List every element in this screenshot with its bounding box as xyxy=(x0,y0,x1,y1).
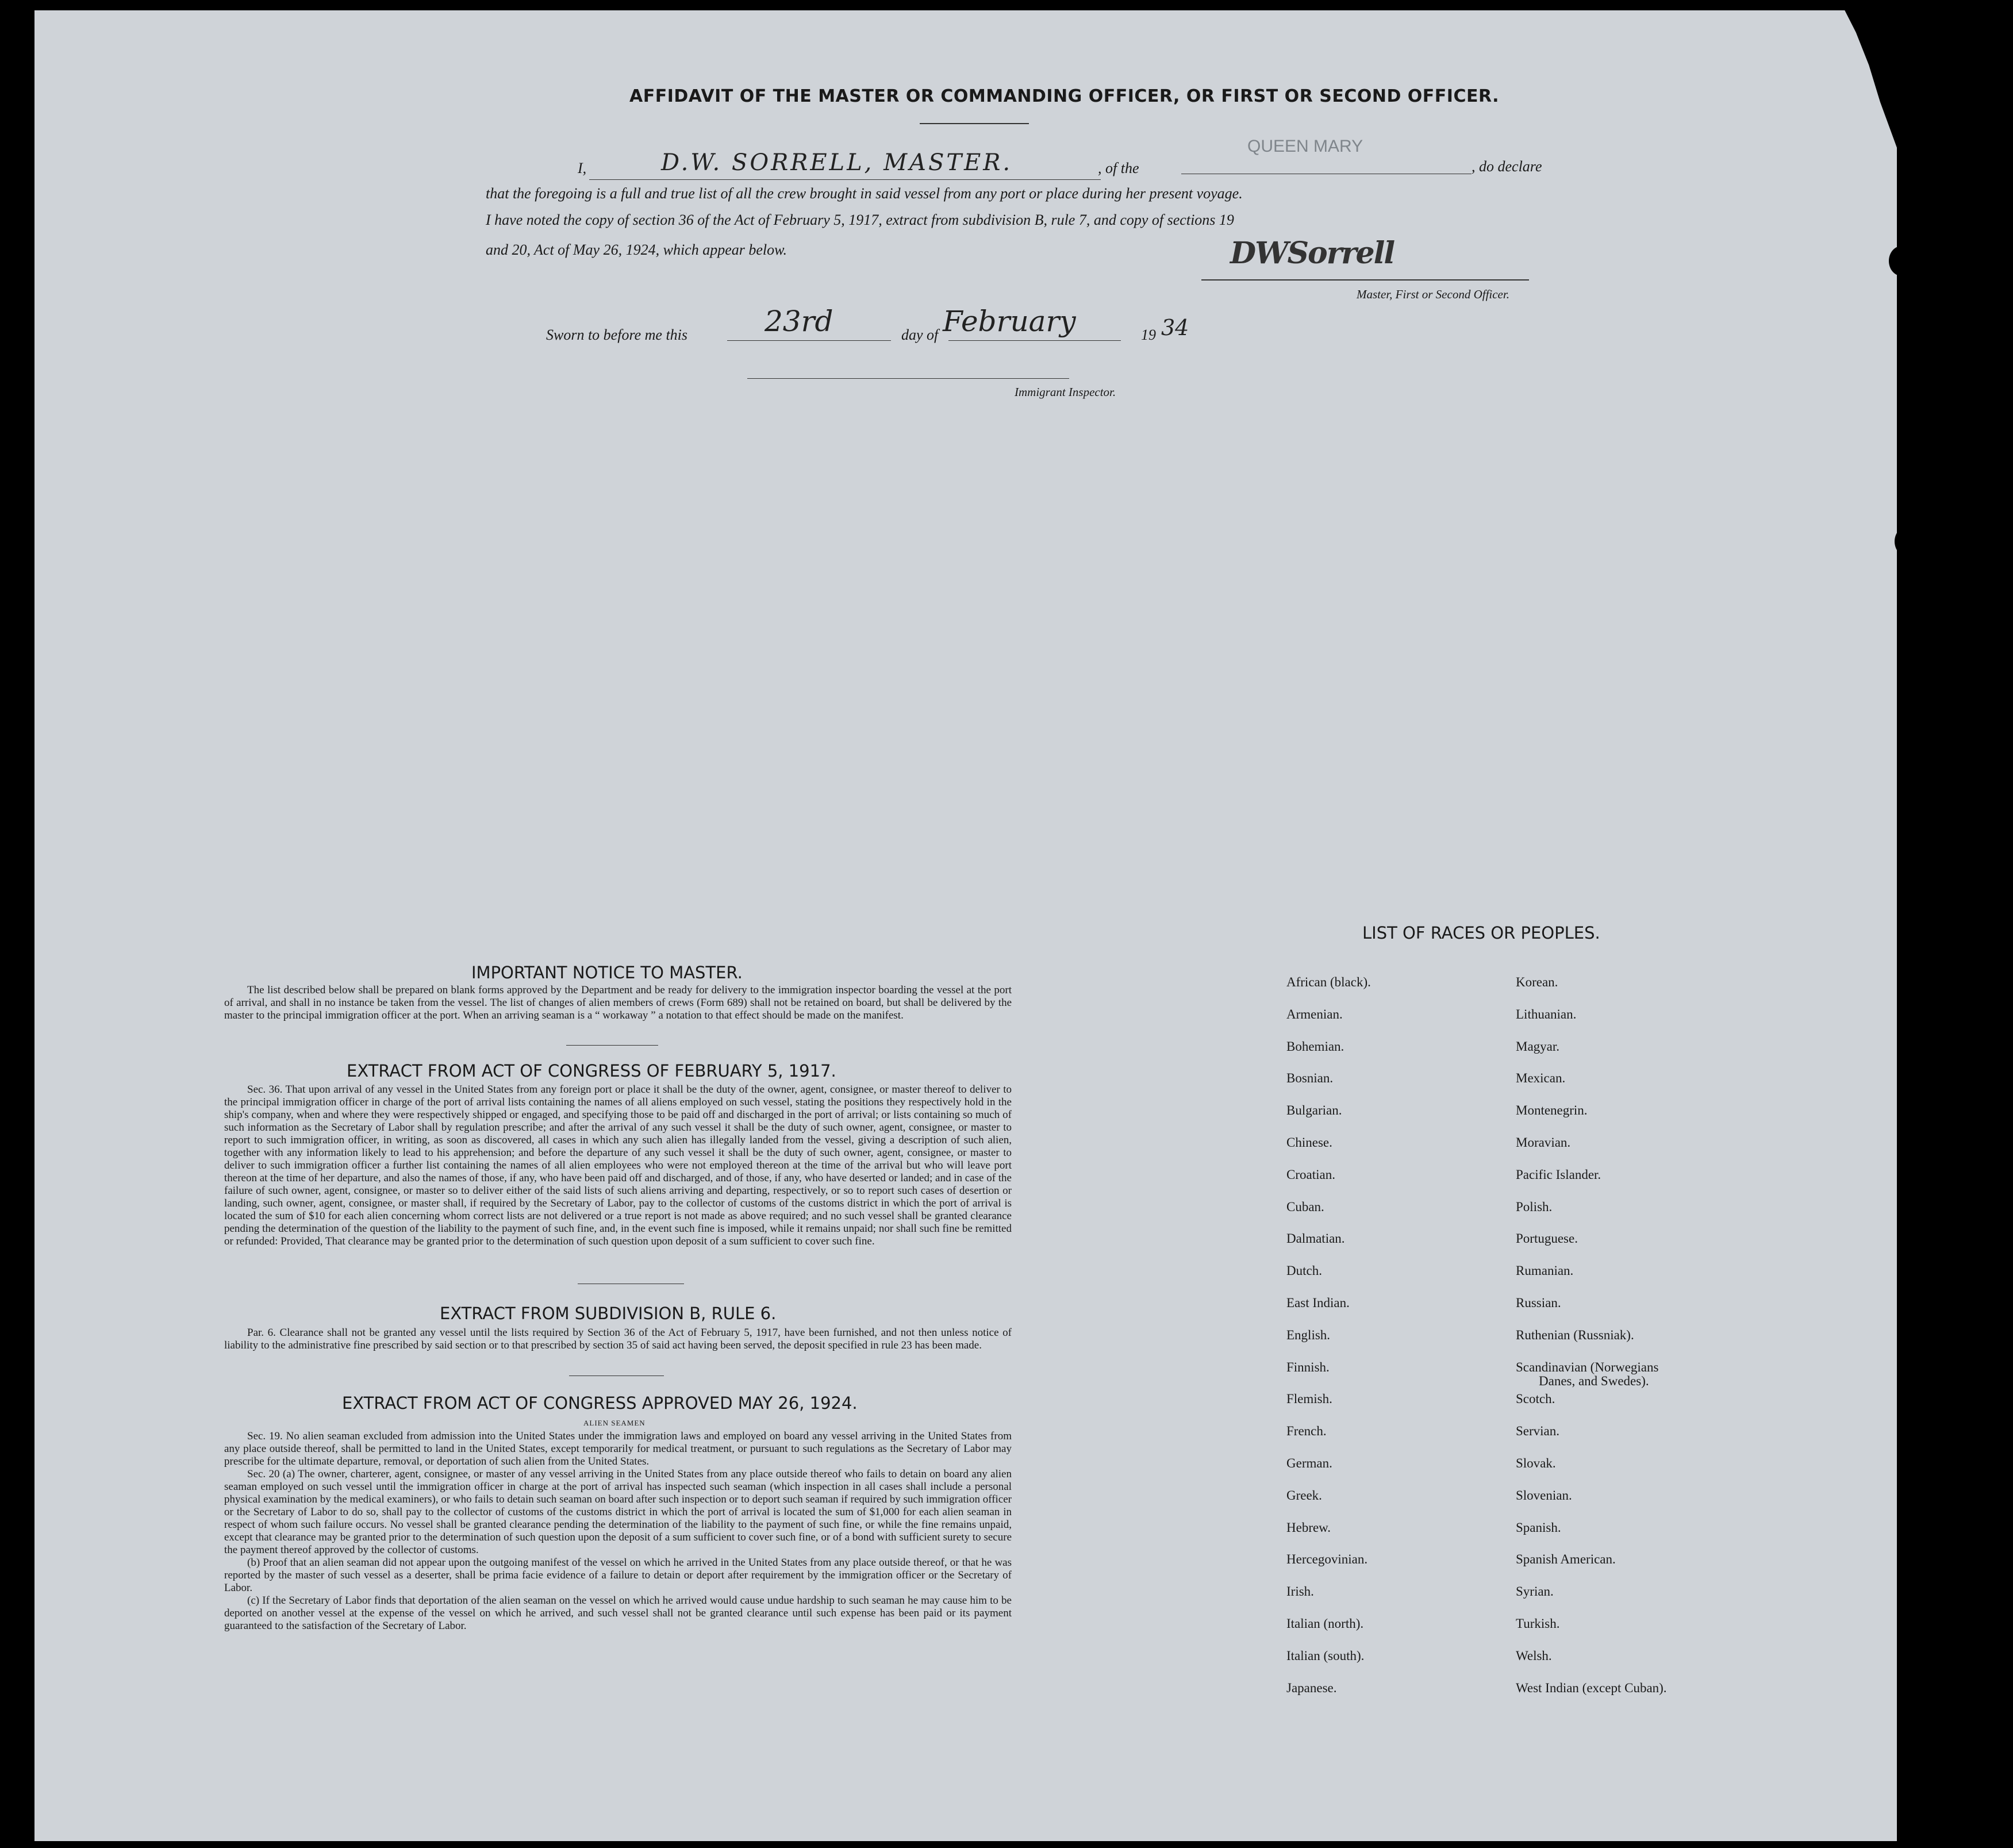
extract-1917-title: EXTRACT FROM ACT OF CONGRESS OF FEBRUARY 5, 1917. xyxy=(347,1061,836,1081)
punch-hole xyxy=(1912,1213,1937,1243)
inspector-line xyxy=(747,378,1069,379)
section-19-paragraph: Sec. 19. No alien seaman excluded from admission into the United States under the immigration laws and employed on board any vessel arriving in the United States from any place outside thereof, shall be permitted to land in the United States, except temporarily for medical treatment, or pursuant to such regulations as the Secretary of Labor may prescribe for the ultimate departure, removal, or deportation of such alien from the United States. xyxy=(224,1430,1012,1467)
race-item: Irish. xyxy=(1286,1584,1314,1599)
title-underline xyxy=(920,123,1029,124)
punch-hole xyxy=(1915,1490,1941,1520)
race-item: Italian (south). xyxy=(1286,1648,1365,1663)
year-prefix: 19 xyxy=(1141,326,1156,343)
punch-hole xyxy=(1897,617,1922,647)
affidavit-line-2: that the foregoing is a full and true list of all the crew brought in said vessel from any port or place during her present voyage. xyxy=(486,185,1243,202)
affidavit-line-4: and 20, Act of May 26, 1924, which appear below. xyxy=(486,241,787,258)
punch-hole xyxy=(1889,246,1914,276)
race-item: English. xyxy=(1286,1327,1331,1342)
inspector-caption: Immigrant Inspector. xyxy=(1015,385,1116,399)
punch-hole xyxy=(1895,527,1920,556)
race-item: Armenian. xyxy=(1286,1006,1343,1021)
section-20a-paragraph: Sec. 20 (a) The owner, charterer, agent, consignee, or master of any vessel arriving in the United States from any place outside thereof who fails to detain on board any alien seaman employed on such vessel until the immigration officer in charge at the port of arrival has inspected such seaman (which inspection in all cases shall include a personal physical examination by the medical examiners), or who fails to detain such seaman on board after such inspection or to deport such seaman if required by such immigration officer or the Secretary of Labor to do so, shall pay to the collector of customs of the customs district in which the port of arrival is located the sum of $1,000 for each alien seaman in respect of whom such failure occurs. No vessel shall be granted clearance pending the determination of the liability to the payment of such fine, or while the fine remains unpaid, except that clearance may be granted prior to the determination of such question upon the deposit of a sum sufficient to cover such fine, or of a bond with sufficient surety to secure the payment thereof approved by the collector of customs. xyxy=(224,1468,1012,1556)
race-item: Bulgarian. xyxy=(1286,1103,1342,1118)
race-item: Greek. xyxy=(1286,1488,1322,1503)
notice-title: IMPORTANT NOTICE TO MASTER. xyxy=(471,963,743,982)
sworn-lead: Sworn to before me this xyxy=(546,326,688,343)
race-item: French. xyxy=(1286,1424,1327,1439)
rule-6-text xyxy=(224,1327,1012,1352)
race-item: Scandinavian (Norwegians xyxy=(1516,1359,1659,1374)
race-item: Bosnian. xyxy=(1286,1071,1334,1086)
punch-hole xyxy=(1916,1578,1942,1608)
notice-text xyxy=(224,984,1012,1022)
officer-name: D.W. SORRELL, MASTER. xyxy=(661,149,1013,176)
rule-6-paragraph: Par. 6. Clearance shall not be granted any vessel until the lists required by Section 36 of the Act of February 5, 1917, have been furnished, and not then unless notice of liability to the administrative fine prescribed by said section or to that prescribed by section 35 of said act having been served, the deposit specified in rule 23 has been made. xyxy=(224,1327,1012,1351)
race-item: Lithuanian. xyxy=(1516,1006,1577,1021)
race-item: Polish. xyxy=(1516,1199,1553,1214)
extract-1924-title: EXTRACT FROM ACT OF CONGRESS APPROVED MAY 26, 1924. xyxy=(342,1393,858,1413)
race-item: African (black). xyxy=(1286,975,1371,989)
extract-1917-paragraph: Sec. 36. That upon arrival of any vessel in the United States from any foreign port or place it shall be the duty of the owner, agent, consignee, or master thereof to deliver to the principal immigration officer in charge of the port of arrival lists containing the names of all aliens employed on such vessel, stating the positions they respectively hold in the ship's company, when and where they were respectively shipped or engaged, and specifying those to be paid off and discharged in the port of arrival; or lists containing so much of such information as the Secretary of Labor shall by regulation prescribe; and after the arrival of any such vessel it shall be the duty of such owner, agent, consignee, or master to report to such immigration officer, in writing, as soon as discovered, all cases in which any such alien has illegally landed from the vessel, giving a description of such alien, together with any information likely to lead to his apprehension; and before the departure of any such vessel it shall be the duty of such owner, agent, consignee, or master to deliver to such immigration officer a further list containing the names of all alien employees who were not employed thereon at the time of the arrival but who will leave port thereon at the time of her departure, and also the names of those, if any, who have been paid off and discharged, and of those, if any, who have deserted or landed; and in case of the failure of such owner, agent, consignee, or master so to deliver either of the said lists of such aliens arriving and departing, respectively, or so to report such cases of desertion or landing, such owner, agent, consignee, or master shall, if required by the Secretary of Labor, pay to the collector of customs of the customs district in which the port of arrival is located the sum of $10 for each alien concerning whom correct lists are not delivered or a true report is not made as above required; and no such vessel shall be granted clearance pending the determination of the question of the liability to the payment of such fine, and, in the event such fine is imposed, while it remains unpaid; nor shall such fine be remitted or refunded: Provided, That clearance may be granted prior to the determination of such question upon deposit of a sum sufficient to cover such fine. xyxy=(224,1084,1012,1247)
sworn-day-line xyxy=(727,340,891,341)
sworn-month-line xyxy=(948,340,1121,341)
section-20b-paragraph: (b) Proof that an alien seaman did not appear upon the outgoing manifest of the vessel on which he arrived in the United States from any place outside thereof, or that he was reported by the master of such vessel as a deserter, shall be prima facie evidence of a failure to detain or deport after requirement by the immigration officer or the Secretary of Labor. xyxy=(224,1557,1012,1594)
race-item: Scotch. xyxy=(1516,1392,1555,1407)
race-item: East Indian. xyxy=(1286,1296,1350,1310)
alien-seamen-subtitle: ALIEN SEAMEN xyxy=(583,1419,646,1427)
signature-line xyxy=(1201,279,1529,281)
race-item: Japanese. xyxy=(1286,1680,1337,1695)
race-item: Servian. xyxy=(1516,1424,1560,1439)
race-item: Syrian. xyxy=(1516,1584,1554,1599)
race-item: Mexican. xyxy=(1516,1071,1566,1086)
race-item: Portuguese. xyxy=(1516,1231,1578,1246)
punch-hole xyxy=(1910,1122,1935,1152)
sworn-month: February xyxy=(943,305,1076,338)
race-item: Dalmatian. xyxy=(1286,1231,1345,1246)
race-item: Dutch. xyxy=(1286,1263,1322,1278)
race-item: Ruthenian (Russniak). xyxy=(1516,1327,1634,1342)
race-item: Cuban. xyxy=(1286,1199,1324,1214)
extract-1917-text xyxy=(224,1084,1012,1248)
race-item: Croatian. xyxy=(1286,1167,1335,1182)
officer-name-line xyxy=(589,179,1101,180)
race-item: Slovenian. xyxy=(1516,1488,1572,1503)
affidavit-lead: I, xyxy=(578,160,587,176)
race-item: Chinese. xyxy=(1286,1135,1332,1150)
notice-paragraph: The list described below shall be prepared on blank forms approved by the Department and be ready for delivery to the immigration inspector boarding the vessel at the port of arrival, and shall in no instance be taken from the vessel. The list of changes of alien members of crews (Form 689) shall not be retained on board, but shall be delivered by the master to the principal immigration officer at the port. When an arriving seaman is a “ workaway ” a notation to that effect should be made on the manifest. xyxy=(224,984,1012,1021)
race-item: Turkish. xyxy=(1516,1616,1560,1631)
race-item: Flemish. xyxy=(1286,1392,1332,1407)
race-item: German. xyxy=(1286,1456,1332,1470)
day-of-text: day of xyxy=(901,326,939,343)
extract-1924-text xyxy=(224,1430,1012,1632)
sworn-day: 23rd xyxy=(765,305,833,338)
race-item: Spanish American. xyxy=(1516,1552,1616,1567)
rule-6-title: EXTRACT FROM SUBDIVISION B, RULE 6. xyxy=(440,1304,777,1323)
race-item: Italian (north). xyxy=(1286,1616,1364,1631)
signature-caption: Master, First or Second Officer. xyxy=(1357,287,1509,301)
master-signature: DWSorrell xyxy=(1230,236,1394,271)
do-declare-text: , do declare xyxy=(1472,158,1542,175)
race-item: Hercegovinian. xyxy=(1286,1552,1368,1567)
race-item: Finnish. xyxy=(1286,1359,1330,1374)
affidavit-title: AFFIDAVIT OF THE MASTER OR COMMANDING OFFICER, OR FIRST OR SECOND OFFICER. xyxy=(629,86,1500,106)
year-suffix: 34 xyxy=(1161,315,1189,340)
races-title: LIST OF RACES OR PEOPLES. xyxy=(1362,923,1600,943)
race-item: Welsh. xyxy=(1516,1648,1552,1663)
vessel-name-stamp: QUEEN MARY xyxy=(1247,137,1363,156)
notice-divider xyxy=(566,1045,658,1046)
affidavit-line-3: I have noted the copy of section 36 of the Act of February 5, 1917, extract from subdivision B, rule 7, and copy of sections 19 xyxy=(486,212,1234,228)
race-item: Magyar. xyxy=(1516,1039,1560,1054)
race-item: Spanish. xyxy=(1516,1520,1561,1535)
race-item: Slovak. xyxy=(1516,1456,1556,1470)
race-item: West Indian (except Cuban). xyxy=(1516,1680,1667,1695)
race-item: Rumanian. xyxy=(1516,1263,1574,1278)
race-item: Moravian. xyxy=(1516,1135,1571,1150)
race-item: Russian. xyxy=(1516,1296,1561,1310)
race-item: Montenegrin. xyxy=(1516,1103,1588,1118)
race-item: Korean. xyxy=(1516,975,1558,989)
of-the-text: , of the xyxy=(1098,160,1139,176)
race-item: Danes, and Swedes). xyxy=(1539,1373,1649,1388)
race-item: Bohemian. xyxy=(1286,1039,1344,1054)
race-item: Hebrew. xyxy=(1286,1520,1331,1535)
section-20c-paragraph: (c) If the Secretary of Labor finds that deportation of the alien seaman on the vessel on which he arrived would cause undue hardship to such seaman he may cause him to be deported on another vessel at the expense of the vessel on which he arrived, and such vessel shall not be granted clearance until such expense has been paid or its payment guaranteed to the satisfaction of the Secretary of Labor. xyxy=(224,1595,1012,1632)
race-item: Pacific Islander. xyxy=(1516,1167,1601,1182)
